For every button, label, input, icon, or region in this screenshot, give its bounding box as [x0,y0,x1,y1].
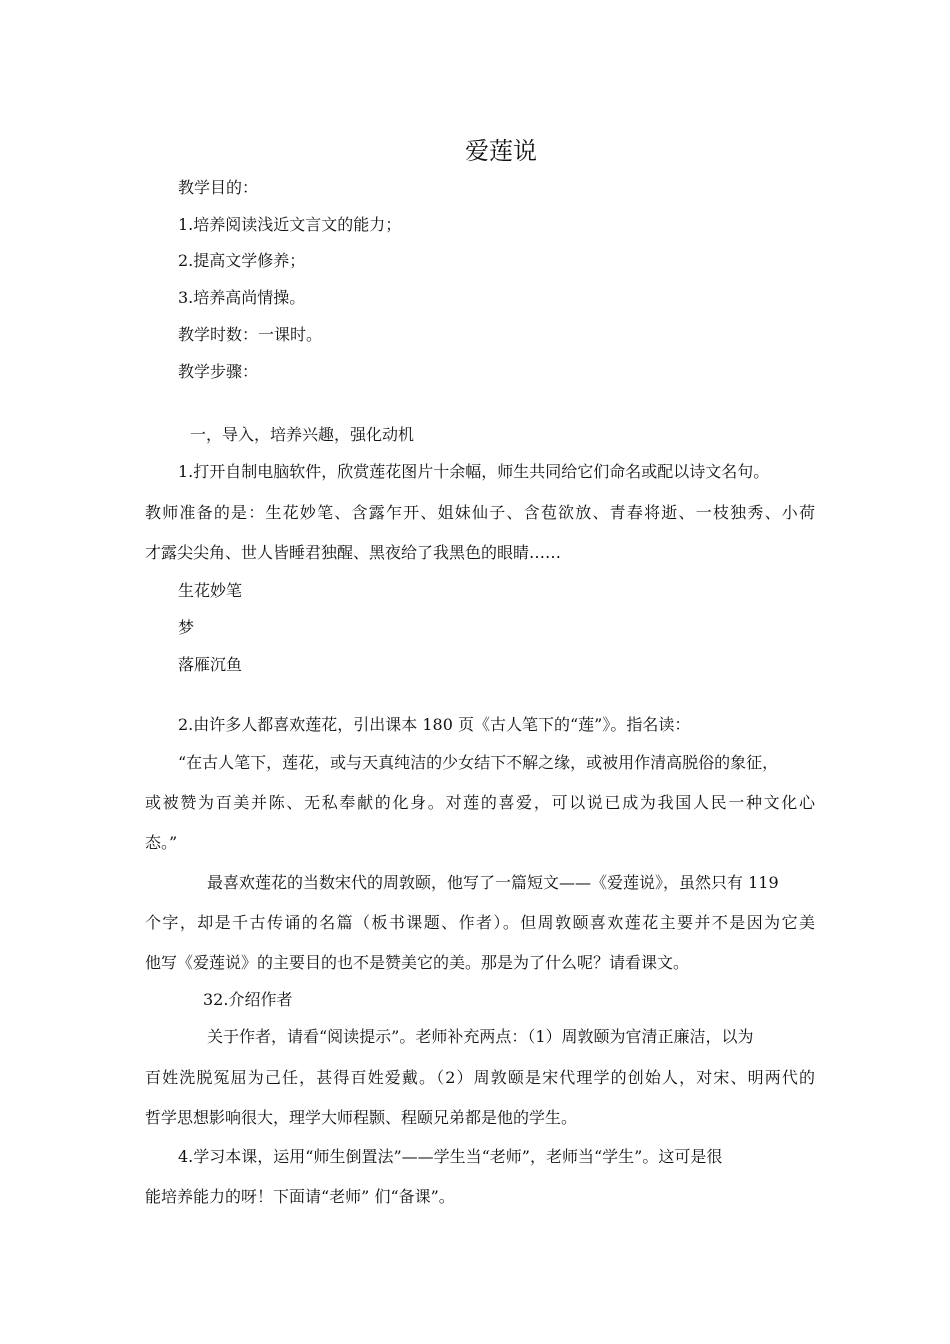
objective-item: 2.提高文学修养； [178,251,306,270]
name-item: 落雁沉鱼 [178,655,243,674]
zhou-paragraph-line: 他写《爱莲说》的主要目的也不是赞美它的美。那是为了什么呢？请看课文。 [145,953,690,972]
quote-line: 态。” [145,833,178,852]
author-paragraph-line: 关于作者，请看“阅读提示”。老师补充两点：（1）周敦颐为官清正廉洁，以为 [207,1027,754,1046]
objective-item: 1.培养阅读浅近文言文的能力； [178,215,402,234]
author-paragraph-line: 百姓洗脱冤屈为己任，甚得百姓爱戴。（2）周敦颐是宋代理学的创始人，对宋、明两代的 [145,1068,815,1087]
objectives-heading: 教学目的： [178,178,259,197]
step1-line: 教师准备的是：生花妙笔、含露乍开、姐妹仙子、含苞欲放、青春将逝、一枝独秀、小荷 [145,503,815,522]
quote-line: “在古人笔下，莲花，或与天真纯洁的少女结下不解之缘，或被用作清高脱俗的象征， [178,753,779,772]
author-paragraph-line: 哲学思想影响很大，理学大师程颢、程颐兄弟都是他的学生。 [145,1108,578,1127]
steps-heading: 教学步骤： [178,362,259,381]
objective-item: 3.培养高尚情操。 [178,288,306,307]
step1-line: 1.打开自制电脑软件，欣赏莲花图片十余幅，师生共同给它们命名或配以诗文名句。 [178,462,770,481]
step4-line: 能培养能力的呀！下面请“老师” 们“备课”。 [145,1187,455,1206]
name-item: 梦 [178,618,195,637]
step2-line: 2.由许多人都喜欢莲花，引出课本 180 页《古人笔下的“莲”》。指名读： [178,715,691,734]
quote-line: 或被赞为百美并陈、无私奉献的化身。对莲的喜爱，可以说已成为我国人民一种文化心 [145,793,815,812]
zhou-paragraph-line: 个字，却是千古传诵的名篇（板书课题、作者）。但周敦颐喜欢莲花主要并不是因为它美 [145,913,815,932]
section-heading: 一，导入，培养兴趣，强化动机 [190,425,415,444]
class-hours: 教学时数：一课时。 [178,325,323,344]
step1-line: 才露尖尖角、世人皆睡君独醒、黑夜给了我黑色的眼睛…… [145,543,562,562]
name-item: 生花妙笔 [178,581,243,600]
step3-heading: 32.介绍作者 [203,990,293,1009]
document-title: 爱莲说 [465,137,537,165]
zhou-paragraph-line: 最喜欢莲花的当数宋代的周敦颐，他写了一篇短文——《爱莲说》，虽然只有 119 [207,873,779,892]
step4-line: 4.学习本课，运用“师生倒置法”——学生当“老师”，老师当“学生”。这可是很 [178,1147,723,1166]
